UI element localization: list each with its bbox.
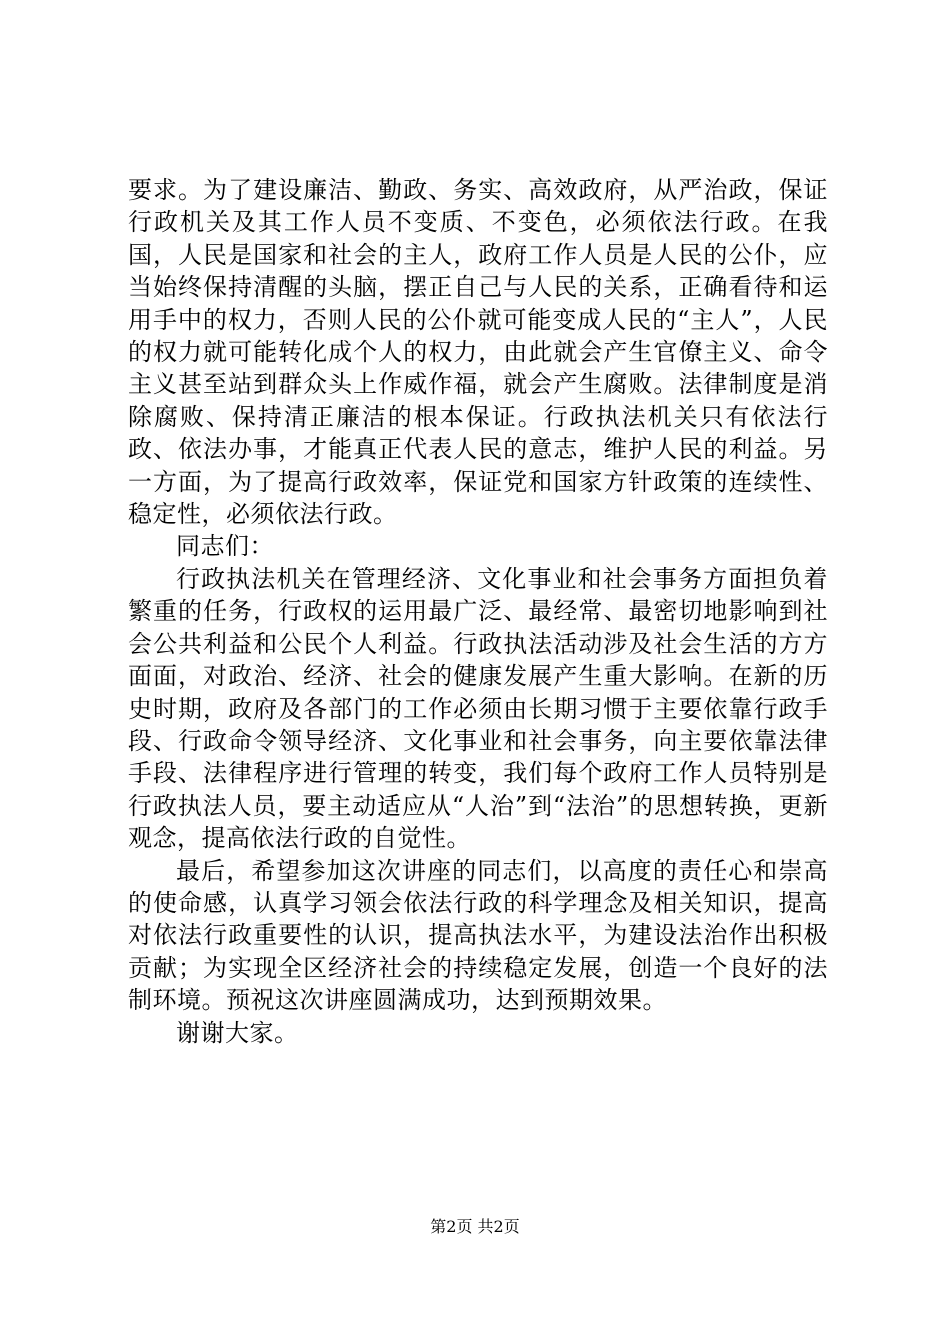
paragraph-5-closing: 谢谢大家。 xyxy=(176,1018,299,1047)
document-body xyxy=(128,174,828,1049)
page-footer: 第2页 共2页 xyxy=(430,1217,520,1236)
paragraph-4: 最后，希望参加这次讲座的同志们，以高度的责任心和崇高的使命感，认真学习领会依法行政的科学理念及相关知识，提高对依法行政重要性的认识，提高执法水平，为建设法治作出积极贡献；为实现全区经济社会的持续稳定发展，创造一个良好的法制环境。预祝这次讲座圆满成功，达到预期效果。 xyxy=(128,856,828,1015)
paragraph-3: 行政执法机关在管理经济、文化事业和社会事务方面担负着繁重的任务，行政权的运用最广泛、最经常、最密切地影响到社会公共利益和公民个人利益。行政执法活动涉及社会生活的方方面面，对政治、经济、社会的健康发展产生重大影响。在新的历史时期，政府及各部门的工作必须由长期习惯于主要依靠行政手段、行政命令领导经济、文化事业和社会事务，向主要依靠法律手段、法律程序进行管理的转变，我们每个政府工作人员特别是行政执法人员，要主动适应从“人治”到“法治”的思想转换，更新观念，提高依法行政的自觉性。 xyxy=(128,564,828,853)
paragraph-1: 要求。为了建设廉洁、勤政、务实、高效政府，从严治政，保证行政机关及其工作人员不变质、不变色，必须依法行政。在我国，人民是国家和社会的主人，政府工作人员是人民的公仆，应当始终保持清醒的头脑，摆正自己与人民的关系，正确看待和运用手中的权力，否则人民的公仆就可能变成人民的“主人”，人民的权力就可能转化成个人的权力，由此就会产生官僚主义、命令主义甚至站到群众头上作威作福，就会产生腐败。法律制度是消除腐败、保持清正廉洁的根本保证。行政执法机关只有依法行政、依法办事，才能真正代表人民的意志，维护人民的利益。另一方面，为了提高行政效率，保证党和国家方针政策的连续性、稳定性，必须依法行政。 xyxy=(128,176,828,529)
paragraph-2-salutation: 同志们： xyxy=(176,532,274,561)
